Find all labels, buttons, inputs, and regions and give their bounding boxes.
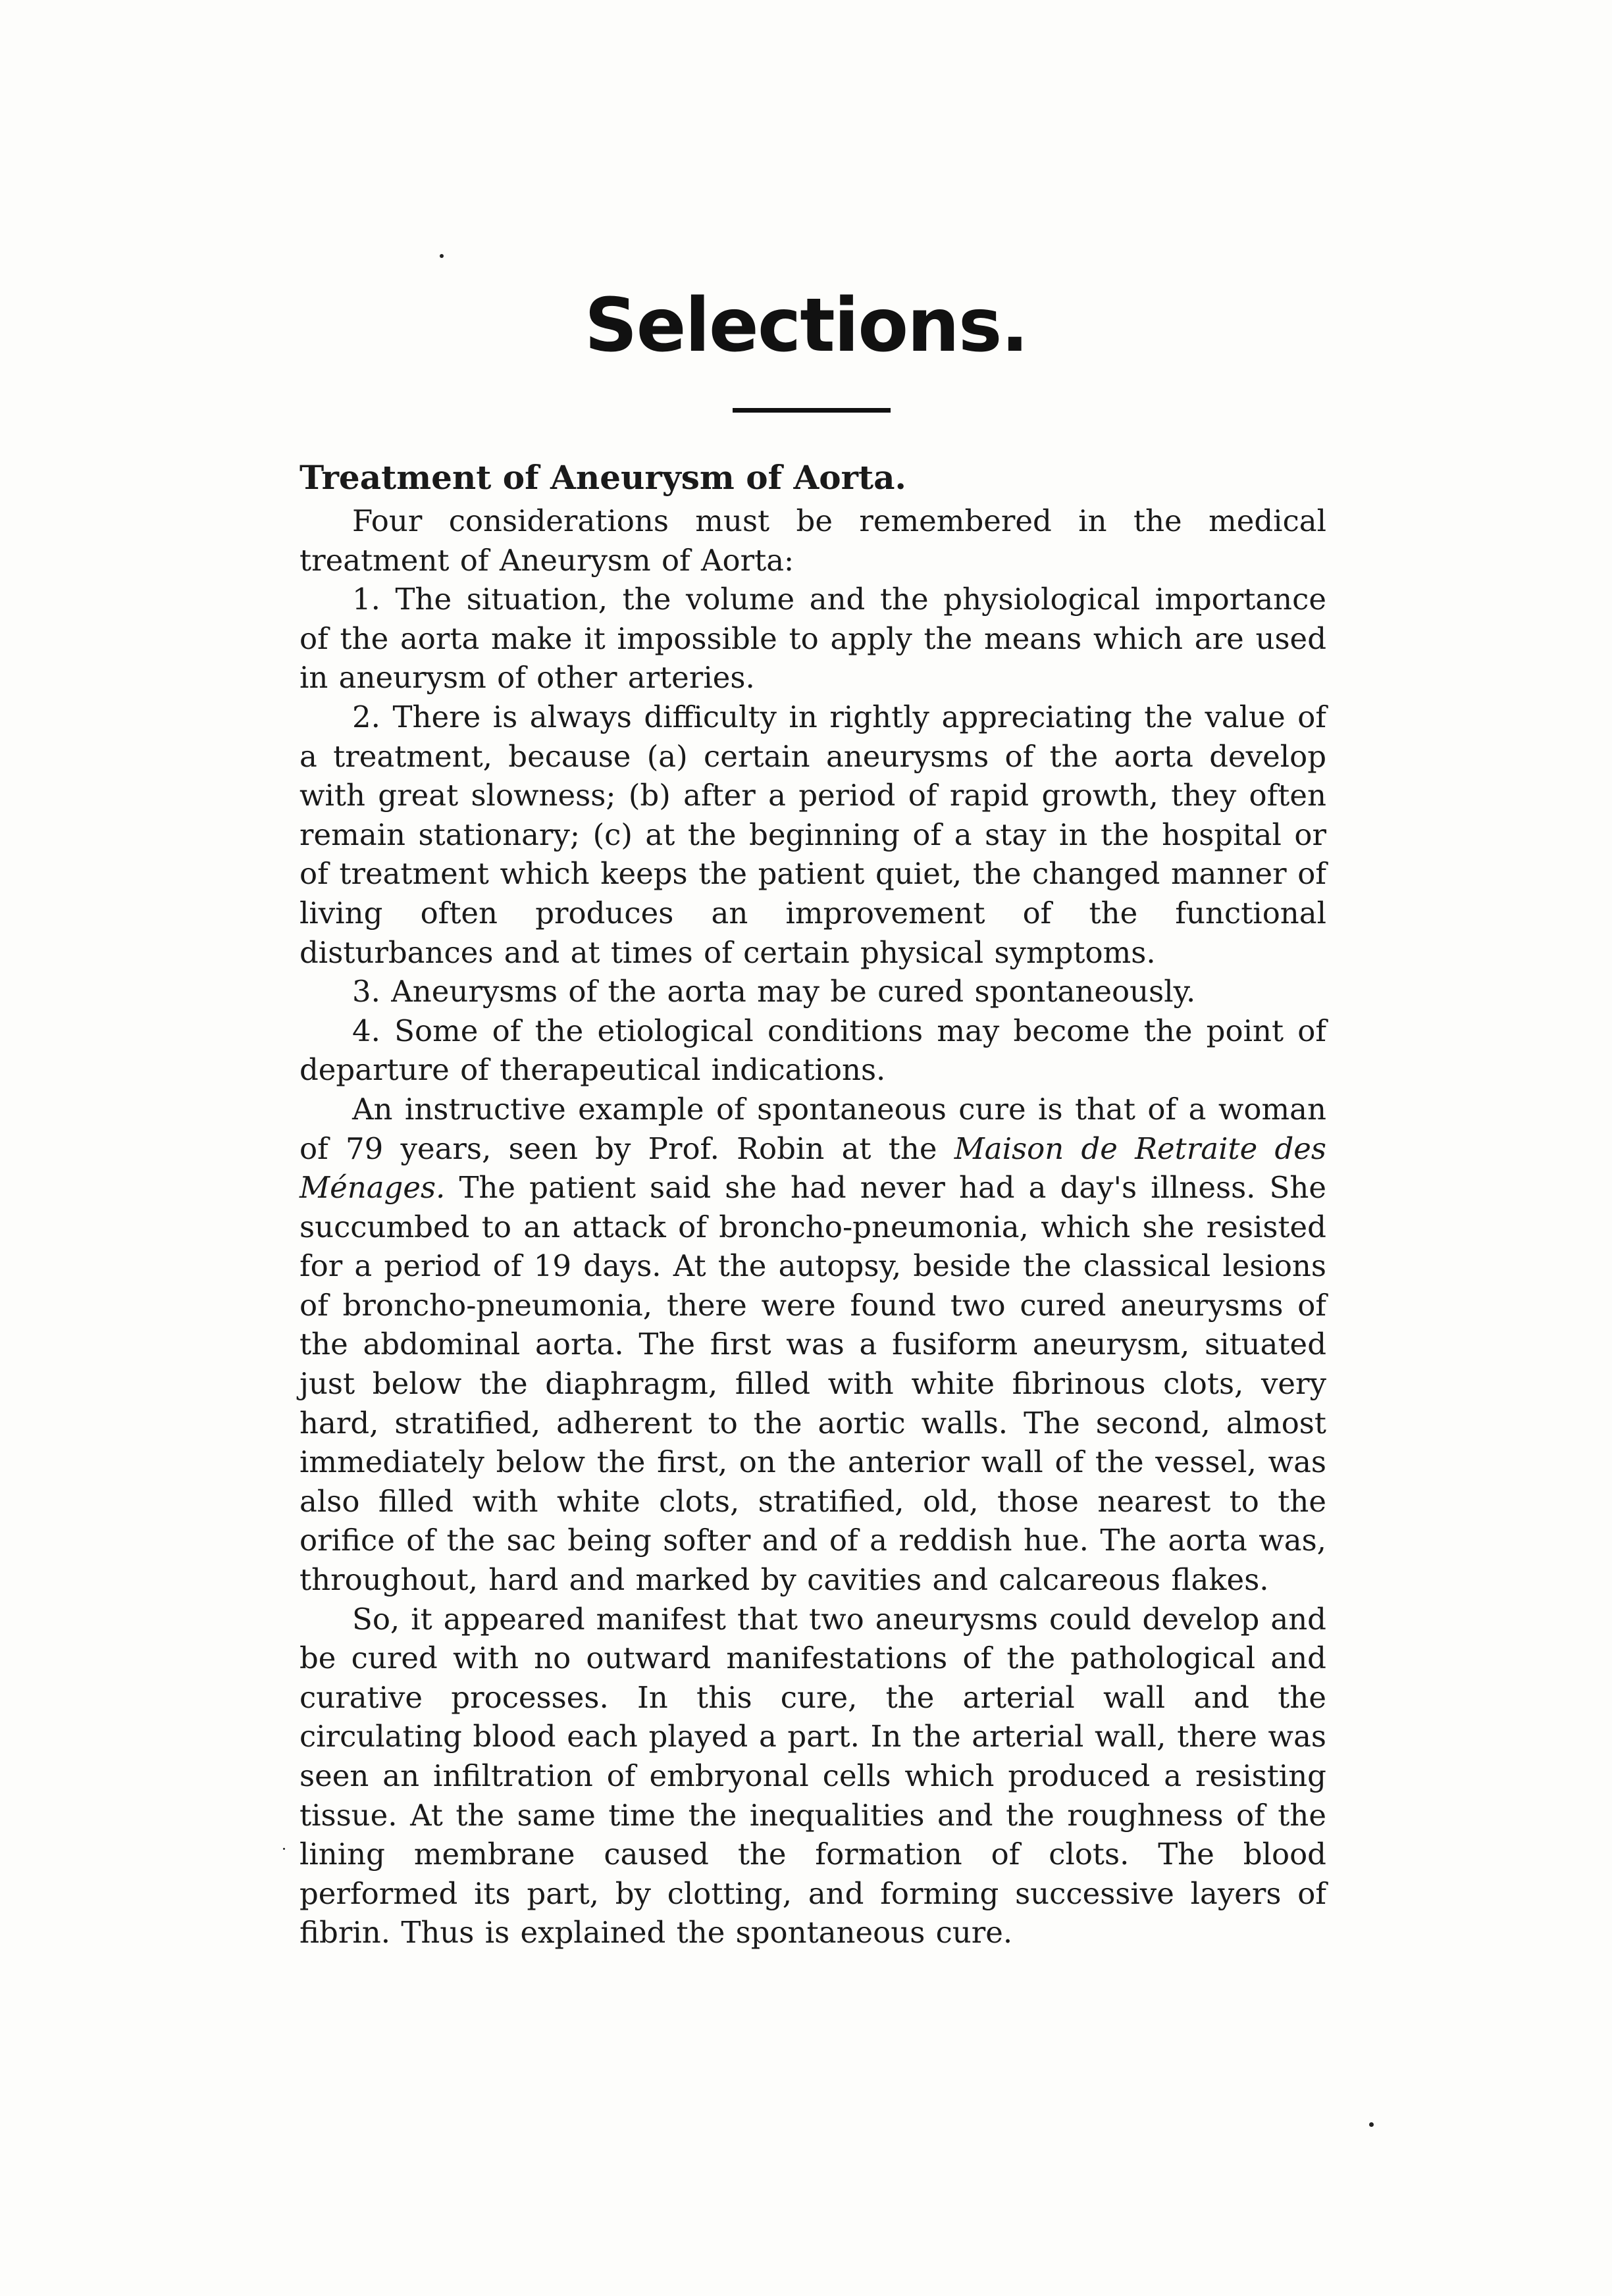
article-body — [299, 501, 1326, 1952]
example-text-start: An instructive example of spontaneous cure is that of a woman of 79 years, seen by Prof. Robin at the — [299, 1091, 1326, 1166]
example-text-end: The patient said she had never had a day's illness. She succumbed to an attack of broncho-pneumonia, which she resisted for a period of 19 days. At the autopsy, beside the classical lesions of broncho-pneumonia, there were found two cured aneurysms of the abdominal aorta. The first was a fusiform aneurysm, situated just below the diaphragm, filled with white fibrinous clots, very hard, stratified, adherent to the aortic walls. The second, almost immediately below the first, on the anterior wall of the vessel, was also filled with white clots, stratified, old, those nearest to the orifice of the sac being softer and of a reddish hue. The aorta was, throughout, hard and marked by cavities and calcareous flakes. — [299, 1170, 1326, 1598]
conclusion-paragraph: So, it appeared manifest that two aneurysms could develop and be cured with no outward manifestations of the pathological and curative processes. In this cure, the arterial wall and the circulating blood each played a part. In the arterial wall, there was seen an infiltration of embryonal cells which produced a resisting tissue. At the same time the inequalities and the roughness of the lining membrane caused the formation of clots. The blood performed its part, by clotting, and forming successive layers of fibrin. Thus is explained the spontaneous cure. — [299, 1601, 1326, 1951]
institution-name: Maison de Retraite des Ménages. — [299, 1131, 1326, 1206]
article — [299, 447, 1326, 1952]
print-speck — [440, 254, 444, 258]
print-speck — [283, 1848, 285, 1850]
point-2: 2. There is always difficulty in rightly appreciating the value of a treatment, because (a) certain aneurysms of the aorta develop with great slowness; (b) after a period of rapid growth, they often remain stationary; (c) at the beginning of a stay in the hospital or of treatment which keeps the patient quiet, the changed manner of living often produces an improvement of the functional disturbances and at times of certain physical symptoms. — [299, 699, 1326, 970]
intro-paragraph: Four considerations must be remembered in the medical treatment of Aneurysm of Aorta: — [299, 503, 1326, 578]
article-title: Treatment of Aneurysm of Aorta. — [299, 458, 906, 497]
example-paragraph — [299, 1090, 1326, 1600]
point-4: 4. Some of the etiological conditions may become the point of departure of therapeutical indications. — [299, 1013, 1326, 1088]
heading-rule — [733, 408, 891, 413]
page-heading: Selections. — [584, 283, 1028, 369]
point-1: 1. The situation, the volume and the physiological importance of the aorta make it impossible to apply the means which are used in aneurysm of other arteries. — [299, 582, 1326, 696]
point-3: 3. Aneurysms of the aorta may be cured spontaneously. — [352, 974, 1196, 1009]
print-speck — [1369, 2122, 1374, 2127]
